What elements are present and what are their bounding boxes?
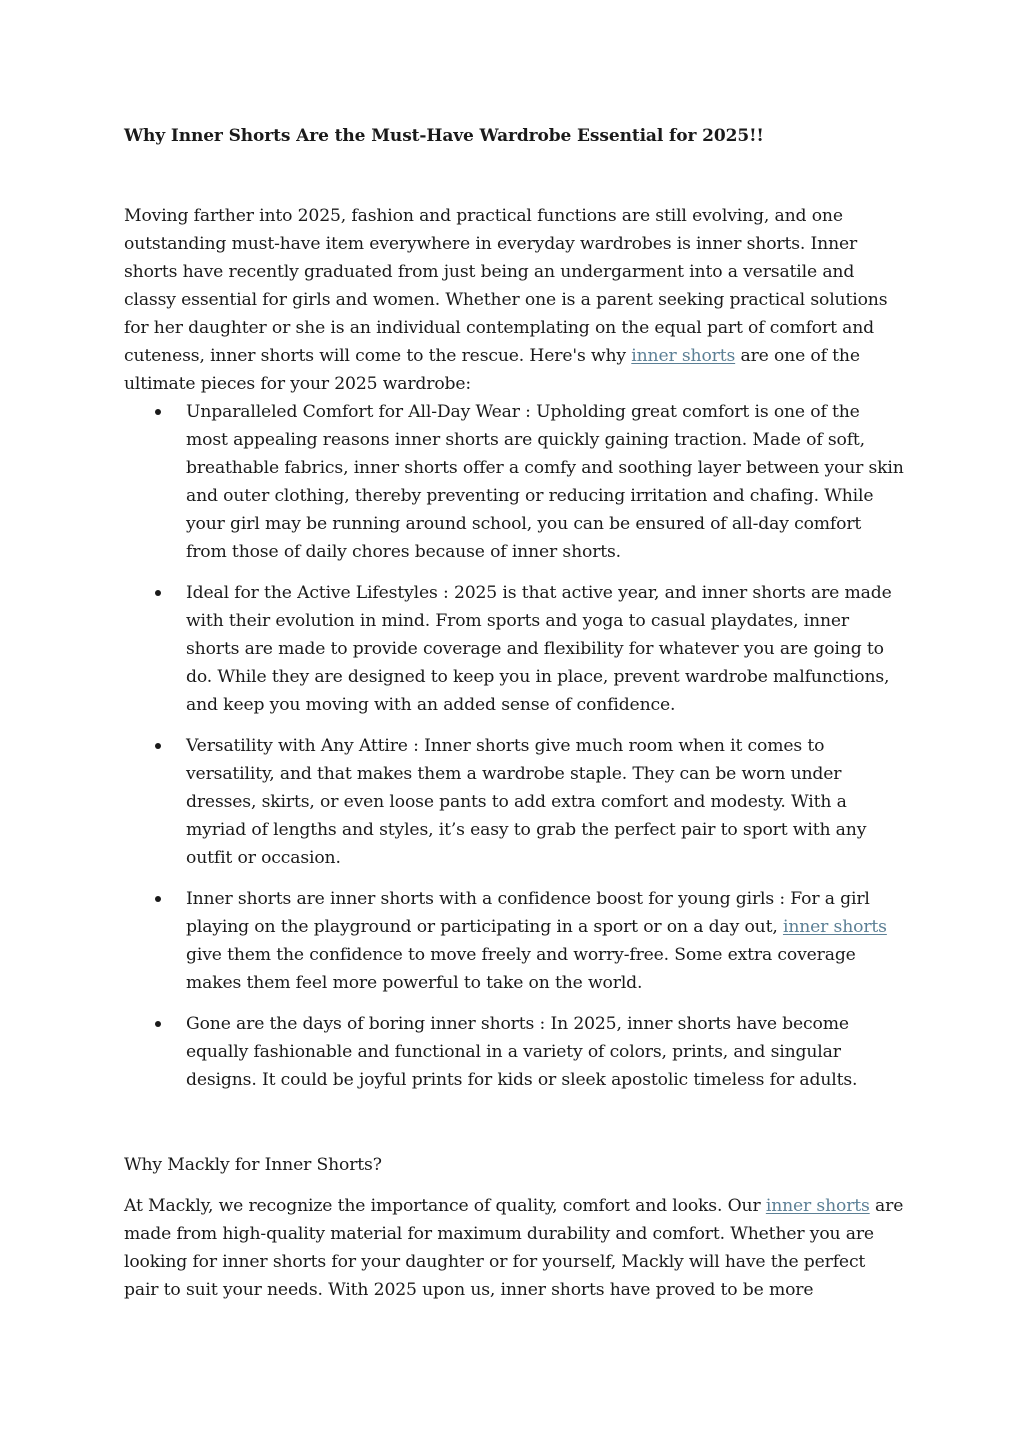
- bullet-icon: [155, 409, 161, 415]
- list-item-text: Versatility with Any Attire : Inner shorts give much room when it comes to versatility, and that makes them a wardrobe staple. They can be worn under dresses, skirts, or even loose pants to add extra comfort and modesty. With a myriad of lengths and styles, it’s easy to grab the perfect pair to sport with any outfit or occasion.: [186, 736, 867, 868]
- list-item: [124, 885, 904, 997]
- list-item-text-after-link: give them the confidence to move freely and worry-free. Some extra coverage makes them feel more powerful to take on the world.: [186, 945, 856, 993]
- list-item-text-before-link: Inner shorts are inner shorts with a confidence boost for young girls : For a girl playing on the playground or participating in a sport or on a day out,: [186, 889, 870, 937]
- document-title: Why Inner Shorts Are the Must-Have Wardrobe Essential for 2025!!: [124, 126, 764, 146]
- intro-text-after-link: are one of the ultimate pieces for your 2025 wardrobe:: [124, 346, 860, 394]
- intro-paragraph: [124, 202, 904, 398]
- intro-inner-shorts-link[interactable]: inner shorts: [631, 346, 736, 366]
- list-item-text: Unparalleled Comfort for All-Day Wear : Upholding great comfort is one of the most appealing reasons inner shorts are quickly gaining traction. Made of soft, breathable fabrics, inner shorts offer a comfy and soothing layer between your skin and outer clothing, thereby preventing or reducing irritation and chafing. While your girl may be running around school, you can be ensured of all-day comfort from those of daily chores because of inner shorts.: [186, 402, 904, 562]
- section-inner-shorts-link[interactable]: inner shorts: [765, 1196, 870, 1216]
- benefits-list: [124, 398, 904, 1094]
- section-text-before-link: At Mackly, we recognize the importance of quality, comfort and looks. Our: [124, 1196, 766, 1216]
- section-text-after-link: are made from high-quality material for maximum durability and comfort. Whether you are looking for inner shorts for your daughter or for yourself, Mackly will have the perfect pair to suit your needs. With 2025 upon us, inner shorts have proved to be more: [124, 1196, 904, 1300]
- bullet-inner-shorts-link[interactable]: inner shorts: [782, 917, 887, 937]
- section-heading: Why Mackly for Inner Shorts?: [124, 1155, 382, 1175]
- document-page: [124, 122, 904, 1304]
- list-item-text: Ideal for the Active Lifestyles : 2025 is that active year, and inner shorts are made with their evolution in mind. From sports and yoga to casual playdates, inner shorts are made to provide coverage and flexibility for whatever you are going to do. While they are designed to keep you in place, prevent wardrobe malfunctions, and keep you moving with an added sense of confidence.: [186, 583, 892, 715]
- list-item: [124, 579, 904, 719]
- list-item: [124, 732, 904, 872]
- section-paragraph: [124, 1192, 904, 1304]
- list-item: [124, 1010, 904, 1094]
- list-item-text: Gone are the days of boring inner shorts : In 2025, inner shorts have become equally fashionable and functional in a variety of colors, prints, and singular designs. It could be joyful prints for kids or sleek apostolic timeless for adults.: [186, 1014, 858, 1090]
- bullet-icon: [155, 743, 161, 749]
- intro-text-before-link: Moving farther into 2025, fashion and practical functions are still evolving, and one outstanding must-have item everywhere in everyday wardrobes is inner shorts. Inner shorts have recently graduated from just being an undergarment into a versatile and classy essential for girls and women. Whether one is a parent seeking practical solutions for her daughter or she is an individual contemplating on the equal part of comfort and cuteness, inner shorts will come to the rescue. Here's why: [124, 206, 888, 366]
- bullet-icon: [155, 1021, 161, 1027]
- list-item: [124, 398, 904, 566]
- bullet-icon: [155, 590, 161, 596]
- bullet-icon: [155, 896, 161, 902]
